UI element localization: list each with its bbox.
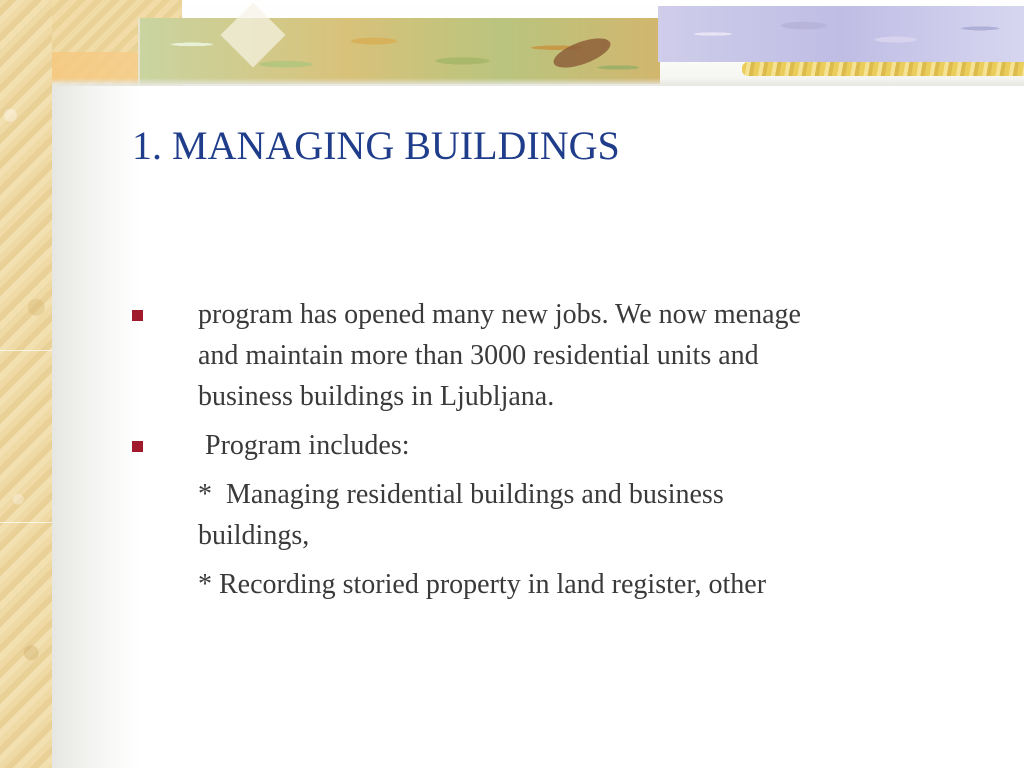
banner-blue-flowers bbox=[658, 6, 1024, 62]
top-decorative-banner bbox=[52, 0, 1024, 86]
content-shade bbox=[52, 86, 142, 768]
bullet-square bbox=[132, 310, 143, 321]
bullet-square bbox=[132, 441, 143, 452]
bullet-line: and maintain more than 3000 residential units and bbox=[198, 340, 759, 371]
strip-divider bbox=[0, 350, 52, 351]
sub-item-line: buildings, bbox=[198, 520, 310, 551]
bullet-line: Program includes: bbox=[198, 430, 410, 461]
banner-bottom-edge bbox=[52, 78, 1024, 86]
bullet-line: business buildings in Ljubljana. bbox=[198, 381, 555, 412]
left-parchment-strip bbox=[0, 0, 52, 768]
slide-title: 1. MANAGING BUILDINGS bbox=[132, 123, 620, 168]
banner-gold-garland bbox=[742, 62, 1024, 76]
bullet-line: program has opened many new jobs. We now menage bbox=[198, 299, 801, 330]
strip-divider bbox=[0, 522, 52, 523]
sub-item-line: * Recording storied property in land register, other bbox=[198, 569, 767, 600]
sub-item-line: * Managing residential buildings and business bbox=[198, 479, 724, 510]
